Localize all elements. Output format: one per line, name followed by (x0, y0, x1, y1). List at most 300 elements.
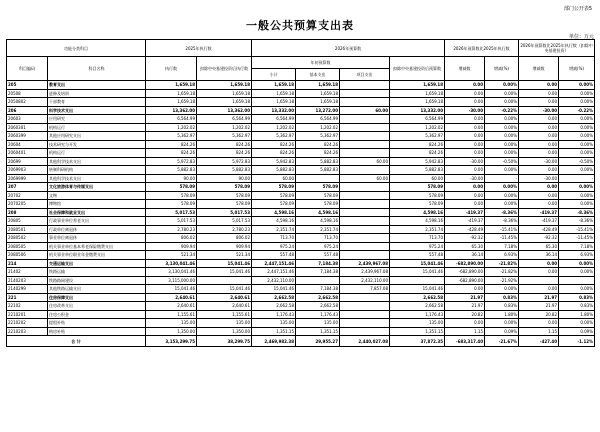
cell-rate2: 0.00% (559, 81, 595, 90)
cell-inc: 65.30 (445, 242, 485, 251)
cell-rate2: 0.00% (559, 140, 595, 149)
cell-inc2: 0.00 (519, 191, 559, 200)
cell-inc: -30.00 (445, 174, 485, 183)
cell-sub: 5,362.97 (252, 132, 296, 141)
basic-header: 基本支出 (296, 69, 340, 81)
cell-excl: 2,640.61 (197, 293, 252, 302)
cell-rate2: 0.00% (559, 123, 595, 132)
page-title: 一般公共预算支出表 (246, 19, 354, 32)
cell-code: 21402 (7, 268, 48, 277)
cell-proj (340, 302, 390, 311)
excl-central-header: 扣除中央基建投资后执行数 (197, 57, 252, 81)
cell-exec: 1,659.18 (146, 89, 197, 98)
cell-inc2: 0.00 (519, 259, 559, 268)
cell-exec: 824.26 (146, 140, 197, 149)
cell-excl-b: 5,362.97 (390, 132, 445, 141)
table-row (7, 123, 595, 132)
cell-inc: -428.49 (445, 225, 485, 234)
cell-rate2: 0.00% (559, 200, 595, 209)
cell-exec: 5,017.53 (146, 217, 197, 226)
cell-rate2: 0.83% (559, 302, 595, 311)
cell-code: 206 (7, 106, 48, 115)
exec-num-header: 执行数 (146, 57, 197, 81)
vs-exec-header: 2026年预算数比2025年执行数 (445, 40, 519, 57)
cell-sub: 1,176.43 (252, 310, 296, 319)
cell-exec: 1,659.18 (146, 98, 197, 107)
cell-exec: 2,640.61 (146, 302, 197, 311)
cell-excl-b: 15,041.46 (390, 259, 445, 268)
cell-basic: 578.09 (296, 191, 340, 200)
cell-exec: 2,780.23 (146, 225, 197, 234)
cell-rate2: - (559, 174, 595, 183)
cell-excl: 2,640.61 (197, 302, 252, 311)
cell-inc2: 0.00 (519, 140, 559, 149)
cell-proj: 7,857.08 (340, 285, 390, 294)
cell-proj (340, 140, 390, 149)
cell-sub: 578.09 (252, 200, 296, 209)
cell-basic: 557.48 (296, 251, 340, 260)
cell-rate2: -8.36% (559, 217, 595, 226)
total-sub: 2,469,982.38 (252, 336, 296, 347)
cell-sub: 824.26 (252, 140, 296, 149)
cell-sub: 713.70 (252, 234, 296, 243)
cell-rate: -11.45% (485, 234, 519, 243)
cell-inc: 0.00 (445, 98, 485, 107)
cell-inc2: 0.00 (519, 81, 559, 90)
cell-sub: 1,659.18 (252, 81, 296, 90)
total-exec: 3,153,299.75 (146, 336, 197, 347)
cell-rate: 0.00% (485, 140, 519, 149)
cell-excl-b: 5,882.83 (390, 166, 445, 175)
cell-basic: 824.26 (296, 140, 340, 149)
cell-exec: 13,362.00 (146, 106, 197, 115)
cell-inc2: 0.00 (519, 285, 559, 294)
table-row (7, 310, 595, 319)
cell-exec: 5,017.53 (146, 208, 197, 217)
cell-proj: 60.00 (340, 106, 390, 115)
cell-proj (340, 115, 390, 124)
cell-inc: 0.00 (445, 123, 485, 132)
table-row (7, 327, 595, 336)
cell-basic: 1,202.02 (296, 123, 340, 132)
cell-sub: 1,659.18 (252, 89, 296, 98)
cell-code: 2069903 (7, 166, 48, 175)
cell-rate2: -0.50% (559, 157, 595, 166)
cell-excl: 135.00 (197, 319, 252, 328)
cell-basic: 578.09 (296, 183, 340, 192)
cell-inc: -30.00 (445, 106, 485, 115)
cell-proj (340, 183, 390, 192)
cell-excl (197, 276, 252, 285)
cell-rate: -8.36% (485, 208, 519, 217)
cell-basic: 7,184.38 (296, 285, 340, 294)
cell-basic: 4,598.16 (296, 217, 340, 226)
cell-code: 22102 (7, 302, 48, 311)
cell-rate2: -8.36% (559, 208, 595, 217)
cell-basic: 1,351.15 (296, 327, 340, 336)
cell-rate: 1.80% (485, 310, 519, 319)
cell-rate: -15.41% (485, 225, 519, 234)
table-row (7, 174, 595, 183)
cell-inc: 36.14 (445, 251, 485, 260)
cell-inc2: 0.00 (519, 115, 559, 124)
cell-sub: 2,662.58 (252, 293, 296, 302)
cell-name: 其他应用研究支出 (48, 132, 146, 141)
cell-inc2: 0.00 (519, 98, 559, 107)
table-row (7, 81, 595, 90)
cell-rate: 0.00% (485, 200, 519, 209)
cell-excl: 1,659.18 (197, 81, 252, 90)
cell-exec: 1,155.61 (146, 310, 197, 319)
table-row (7, 98, 595, 107)
cell-code: 2080505 (7, 242, 48, 251)
cell-rate: 7.18% (485, 242, 519, 251)
cell-exec: 1,350.00 (146, 327, 197, 336)
cell-proj (340, 123, 390, 132)
cell-proj (340, 225, 390, 234)
cell-sub: 5,942.83 (252, 157, 296, 166)
vs-exec-excl-header: 2026年预算数比2025年执行数（扣除中央基建投资） (519, 40, 595, 57)
cell-sub: 578.09 (252, 183, 296, 192)
cell-code: 2060401 (7, 149, 48, 158)
cell-excl-b: 578.09 (390, 191, 445, 200)
cell-rate: 0.00% (485, 81, 519, 90)
cell-excl: 1,659.18 (197, 89, 252, 98)
unit-label: 单位：万元 (568, 34, 594, 40)
table-row (7, 106, 595, 115)
cell-sub: 1,659.18 (252, 98, 296, 107)
cell-inc2: -30.00 (519, 157, 559, 166)
cell-basic: 1,659.18 (296, 98, 340, 107)
cell-code: 2069999 (7, 174, 48, 183)
cell-proj (340, 319, 390, 328)
cell-inc: 0.00 (445, 319, 485, 328)
cell-excl-b: 5,942.83 (390, 157, 445, 166)
cell-name: 购房补贴 (48, 327, 146, 336)
cell-inc2: 0.00 (519, 183, 559, 192)
cell-rate: 0.83% (485, 302, 519, 311)
cell-inc2: 0.00 (519, 132, 559, 141)
cell-excl: 90.00 (197, 174, 252, 183)
cell-inc2: -30.00 (519, 106, 559, 115)
cell-name: 交通运输支出 (48, 259, 146, 268)
table-row (7, 276, 595, 285)
cell-proj (340, 98, 390, 107)
cell-code: 2140203 (7, 276, 48, 285)
cell-sub: 1,202.02 (252, 123, 296, 132)
cell-sub: 824.26 (252, 149, 296, 158)
cell-basic: 13,272.00 (296, 106, 340, 115)
cell-excl: 578.09 (197, 183, 252, 192)
cell-excl-b: 2,351.74 (390, 225, 445, 234)
cell-rate: 0.00% (485, 98, 519, 107)
total-rate: -21.67% (485, 336, 519, 347)
cell-inc: 1.15 (445, 327, 485, 336)
cell-rate2: 7.18% (559, 242, 595, 251)
cell-rate2: -15.41% (559, 225, 595, 234)
cell-proj (340, 293, 390, 302)
cell-excl: 5,017.53 (197, 208, 252, 217)
cell-code: 2210202 (7, 319, 48, 328)
cell-proj: 2,439,967.08 (340, 268, 390, 277)
cell-code: 221 (7, 293, 48, 302)
cell-code: 208 (7, 208, 48, 217)
cell-name: 其他铁路运输支出 (48, 285, 146, 294)
cell-excl: 1,202.02 (197, 123, 252, 132)
cell-basic: 975.24 (296, 242, 340, 251)
cell-exec: 5,972.83 (146, 157, 197, 166)
cell-name: 其他科学技术支出 (48, 157, 146, 166)
cell-proj (340, 310, 390, 319)
cell-sub: 1,351.15 (252, 327, 296, 336)
cell-rate: 0.00% (485, 285, 519, 294)
expenditure-table (6, 39, 595, 347)
cell-rate2: 0.00% (559, 115, 595, 124)
cell-code: 2060301 (7, 123, 48, 132)
table-row (7, 242, 595, 251)
budget-2026-header: 2026年预算数 (252, 40, 445, 57)
cell-exec: 824.26 (146, 149, 197, 158)
cell-inc: 0.00 (445, 115, 485, 124)
table-row (7, 234, 595, 243)
cell-sub: 6,564.99 (252, 115, 296, 124)
cell-sub: 975.24 (252, 242, 296, 251)
cell-inc2: -30.00 (519, 174, 559, 183)
cell-excl: 15,041.46 (197, 285, 252, 294)
cell-rate: 0.00% (485, 191, 519, 200)
cell-inc: 21.97 (445, 293, 485, 302)
cell-excl-b: 1,659.18 (390, 98, 445, 107)
total-inc: -683,317.40 (445, 336, 485, 347)
cell-sub: 135.00 (252, 319, 296, 328)
cell-rate: 0.09% (485, 327, 519, 336)
cell-basic: 4,598.16 (296, 208, 340, 217)
cell-inc2: 0.00 (519, 149, 559, 158)
total-inc2: -427.40 (519, 336, 559, 347)
total-label: 合 计 (7, 336, 146, 347)
cell-code: 20508 (7, 89, 48, 98)
cell-excl: 5,362.97 (197, 132, 252, 141)
cell-basic: 7,184.38 (296, 259, 340, 268)
cell-basic: 2,662.58 (296, 302, 340, 311)
table-number-label: 部门公开表5 (563, 6, 592, 12)
cell-sub: 15,041.46 (252, 285, 296, 294)
cell-name: 应用研究 (48, 115, 146, 124)
cell-excl: 578.09 (197, 200, 252, 209)
cell-exec: 5,362.97 (146, 132, 197, 141)
cell-code: 2060399 (7, 132, 48, 141)
inc-rate2-header: 增减(%) (559, 57, 595, 81)
cell-code: 2080502 (7, 234, 48, 243)
func-class-header: 功能分类科目 (7, 40, 146, 57)
cell-excl: 5,017.53 (197, 217, 252, 226)
cell-name: 社会保障和就业支出 (48, 208, 146, 217)
cell-rate2: 1.80% (559, 310, 595, 319)
cell-excl: 521.34 (197, 251, 252, 260)
cell-proj: 60.00 (340, 174, 390, 183)
cell-name: 事业单位离退休 (48, 234, 146, 243)
excl-central-budget-header: 扣除中央基建投资后预算数 (390, 57, 445, 81)
cell-code: 2080506 (7, 251, 48, 260)
cell-excl: 1,350.00 (197, 327, 252, 336)
cell-rate: 0.00% (485, 89, 519, 98)
cell-code: 207 (7, 183, 48, 192)
cell-inc: 20.82 (445, 310, 485, 319)
cell-inc2: -428.49 (519, 225, 559, 234)
cell-excl-b: 1,659.18 (390, 89, 445, 98)
cell-excl: 15,041.46 (197, 259, 252, 268)
cell-proj (340, 208, 390, 217)
cell-exec: 521.34 (146, 251, 197, 260)
cell-inc: 0.00 (445, 191, 485, 200)
cell-inc: 0.00 (445, 132, 485, 141)
cell-inc2: 20.82 (519, 310, 559, 319)
cell-excl-b: 2,662.58 (390, 293, 445, 302)
cell-name: 住房改革支出 (48, 302, 146, 311)
cell-rate: 6.93% (485, 251, 519, 260)
subject-code-header: 科目编码 (7, 57, 48, 81)
cell-sub: 13,332.00 (252, 106, 296, 115)
cell-rate2: 6.93% (559, 251, 595, 260)
cell-name: 其他科学技术支出 (48, 174, 146, 183)
cell-excl: 1,659.18 (197, 98, 252, 107)
cell-exec: 806.02 (146, 234, 197, 243)
cell-inc: 0.00 (445, 89, 485, 98)
cell-inc: -682,890.00 (445, 268, 485, 277)
cell-name: 机关事业单位职业年金缴费支出 (48, 251, 146, 260)
cell-name: 博物馆 (48, 200, 146, 209)
cell-excl-b: 1,176.43 (390, 310, 445, 319)
cell-proj (340, 327, 390, 336)
cell-inc: -682,890.00 (445, 276, 485, 285)
table-row (7, 149, 595, 158)
cell-inc: 0.00 (445, 166, 485, 175)
cell-rate2: 0.00% (559, 259, 595, 268)
cell-proj: 2,439,967.08 (340, 259, 390, 268)
cell-rate2: 0.00% (559, 191, 595, 200)
cell-name: 行政单位离退休 (48, 225, 146, 234)
cell-excl-b: 135.00 (390, 319, 445, 328)
cell-proj (340, 217, 390, 226)
cell-rate: 0.00% (485, 319, 519, 328)
cell-name: 行政事业单位养老支出 (48, 217, 146, 226)
cell-excl-b: 578.09 (390, 183, 445, 192)
cell-excl-b: 578.09 (390, 200, 445, 209)
cell-rate2: -11.45% (559, 234, 595, 243)
cell-name: 住房保障支出 (48, 293, 146, 302)
cell-name: 铁路运输 (48, 268, 146, 277)
total-row (7, 336, 595, 347)
cell-code: 2070205 (7, 200, 48, 209)
cell-inc2: 0.00 (519, 319, 559, 328)
cell-basic: 1,659.18 (296, 89, 340, 98)
table-row (7, 191, 595, 200)
table-row (7, 183, 595, 192)
cell-excl-b: 2,662.58 (390, 302, 445, 311)
cell-exec: 578.09 (146, 200, 197, 209)
cell-rate: -21.92% (485, 276, 519, 285)
cell-code: 2210201 (7, 310, 48, 319)
inc-header: 增减数 (445, 57, 485, 81)
table-row (7, 157, 595, 166)
cell-rate: -8.36% (485, 217, 519, 226)
cell-rate2 (559, 276, 595, 285)
cell-exec: 1,202.02 (146, 123, 197, 132)
cell-basic: 824.26 (296, 149, 340, 158)
cell-inc: 0.00 (445, 81, 485, 90)
cell-name: 文化旅游体育与传媒支出 (48, 183, 146, 192)
cell-excl: 6,564.99 (197, 115, 252, 124)
cell-exec: 3,130,041.46 (146, 259, 197, 268)
cell-inc2: -92.32 (519, 234, 559, 243)
cell-sub: 5,882.83 (252, 166, 296, 175)
cell-inc2: 0.00 (519, 166, 559, 175)
cell-inc: -30.00 (445, 157, 485, 166)
cell-rate2: 0.00% (559, 98, 595, 107)
cell-rate2: 0.00% (559, 89, 595, 98)
cell-rate: -0.50% (485, 157, 519, 166)
cell-excl: 5,882.83 (197, 166, 252, 175)
subtotal-header: 小计 (252, 69, 296, 81)
cell-inc: -682,890.00 (445, 259, 485, 268)
cell-proj (340, 242, 390, 251)
cell-excl: 1,155.61 (197, 310, 252, 319)
cell-rate2: 0.00% (559, 319, 595, 328)
cell-inc: 0.00 (445, 140, 485, 149)
table-row (7, 166, 595, 175)
total-proj: 2,440,027.08 (340, 336, 390, 347)
cell-sub: 2,662.58 (252, 302, 296, 311)
cell-excl: 5,972.83 (197, 157, 252, 166)
cell-excl-b: 713.70 (390, 234, 445, 243)
cell-excl-b: 1,351.15 (390, 327, 445, 336)
cell-inc2: 0.00 (519, 268, 559, 277)
cell-code: 205 (7, 81, 48, 90)
cell-sub: 4,598.16 (252, 217, 296, 226)
cell-code: 20603 (7, 115, 48, 124)
cell-proj: 2,432,110.00 (340, 276, 390, 285)
cell-excl: 824.26 (197, 149, 252, 158)
cell-excl-b: 13,332.00 (390, 106, 445, 115)
table-row (7, 225, 595, 234)
cell-code: 20604 (7, 140, 48, 149)
cell-basic: 578.09 (296, 200, 340, 209)
cell-name: 机构运行 (48, 149, 146, 158)
cell-code: 20699 (7, 157, 48, 166)
cell-inc: -419.37 (445, 208, 485, 217)
cell-inc: 0.00 (445, 183, 485, 192)
cell-inc2: 21.97 (519, 293, 559, 302)
cell-excl-b (390, 276, 445, 285)
table-row (7, 217, 595, 226)
cell-proj (340, 149, 390, 158)
cell-sub: 557.48 (252, 251, 296, 260)
cell-basic: 5,882.83 (296, 166, 340, 175)
cell-basic: 5,882.83 (296, 157, 340, 166)
cell-name: 提租补贴 (48, 319, 146, 328)
cell-excl: 806.02 (197, 234, 252, 243)
cell-exec: 2,640.61 (146, 293, 197, 302)
cell-excl: 2,780.23 (197, 225, 252, 234)
cell-exec: 3,130,041.46 (146, 268, 197, 277)
cell-inc2: -419.37 (519, 217, 559, 226)
cell-proj (340, 200, 390, 209)
cell-rate: 0.00% (485, 149, 519, 158)
cell-name: 转制科研机构 (48, 166, 146, 175)
cell-inc: -419.37 (445, 217, 485, 226)
cell-name: 文物 (48, 191, 146, 200)
cell-code: 2140299 (7, 285, 48, 294)
